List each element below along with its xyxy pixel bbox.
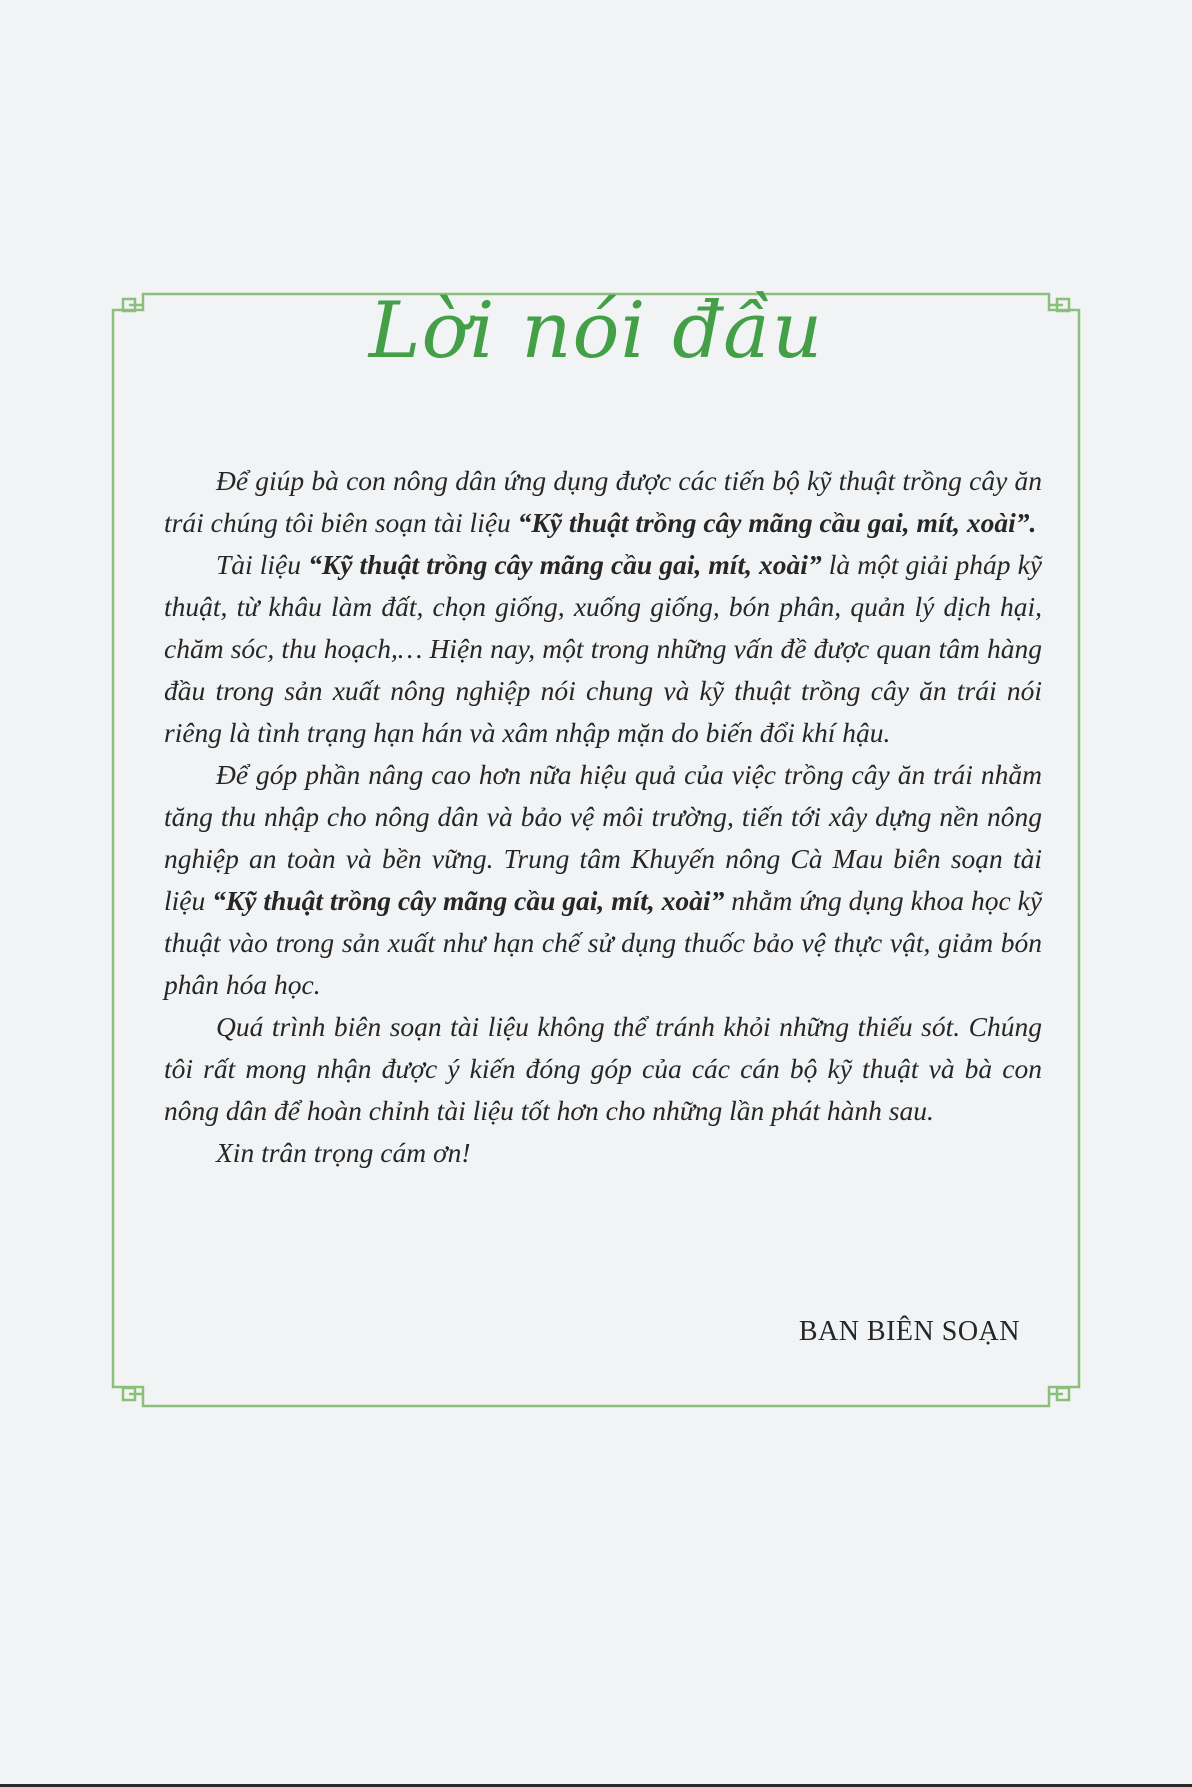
paragraph-3-book-title: “Kỹ thuật trồng cây mãng cầu gai, mít, xoài”: [212, 885, 725, 916]
paragraph-3-text: Để góp phần nâng cao hơn nữa hiệu quả của việc trồng cây ăn trái nhằm tăng thu nhập cho nông dân và bảo vệ môi trường, tiến tới xây dựng nền nông nghiệp an toàn và bền vững. Trung tâm Khuyến nông Cà Mau biên soạn tài liệu: [164, 759, 1042, 916]
paragraph-4-text: Quá trình biên soạn tài liệu không thể tránh khỏi những thiếu sót. Chúng tôi rất mong nhận được ý kiến đóng góp của các cán bộ kỹ thuật và bà con nông dân để hoàn chỉnh tài liệu tốt hơn cho những lần phát hành sau.: [164, 1011, 1042, 1126]
paragraph-3: [164, 754, 1042, 1006]
paragraph-3-tail: nhằm ứng dụng khoa học kỹ thuật vào trong sản xuất như hạn chế sử dụng thuốc bảo vệ thực vật, giảm bón phân hóa học.: [164, 885, 1042, 1000]
paragraph-2-text: Tài liệu: [216, 549, 309, 580]
corner-ornament-bottom-left: [123, 1388, 143, 1400]
paragraph-1-book-title: “Kỹ thuật trồng cây mãng cầu gai, mít, xoài”.: [517, 507, 1037, 538]
page-title: Lời nói đầu: [368, 286, 824, 376]
corner-ornament-bottom-right: [1049, 1388, 1069, 1400]
paragraph-2: [164, 544, 1042, 754]
preface-body: [164, 460, 1042, 1174]
paragraph-1: [164, 460, 1042, 544]
paragraph-1-text: Để giúp bà con nông dân ứng dụng được các tiến bộ kỹ thuật trồng cây ăn trái chúng tôi biên soạn tài liệu: [164, 465, 1042, 538]
paragraph-4: [164, 1006, 1042, 1132]
closing-line: Xin trân trọng cám ơn!: [216, 1137, 471, 1168]
paragraph-2-tail: là một giải pháp kỹ thuật, từ khâu làm đất, chọn giống, xuống giống, bón phân, quản lý dịch hại, chăm sóc, thu hoạch,… Hiện nay, một trong những vấn đề được quan tâm hàng đầu trong sản xuất nông nghiệp nói chung và kỹ thuật trồng cây ăn trái nói riêng là tình trạng hạn hán và xâm nhập mặn do biến đổi khí hậu.: [164, 549, 1042, 748]
paragraph-2-book-title: “Kỹ thuật trồng cây mãng cầu gai, mít, xoài”: [308, 549, 822, 580]
signature: BAN BIÊN SOẠN: [798, 1316, 1020, 1347]
